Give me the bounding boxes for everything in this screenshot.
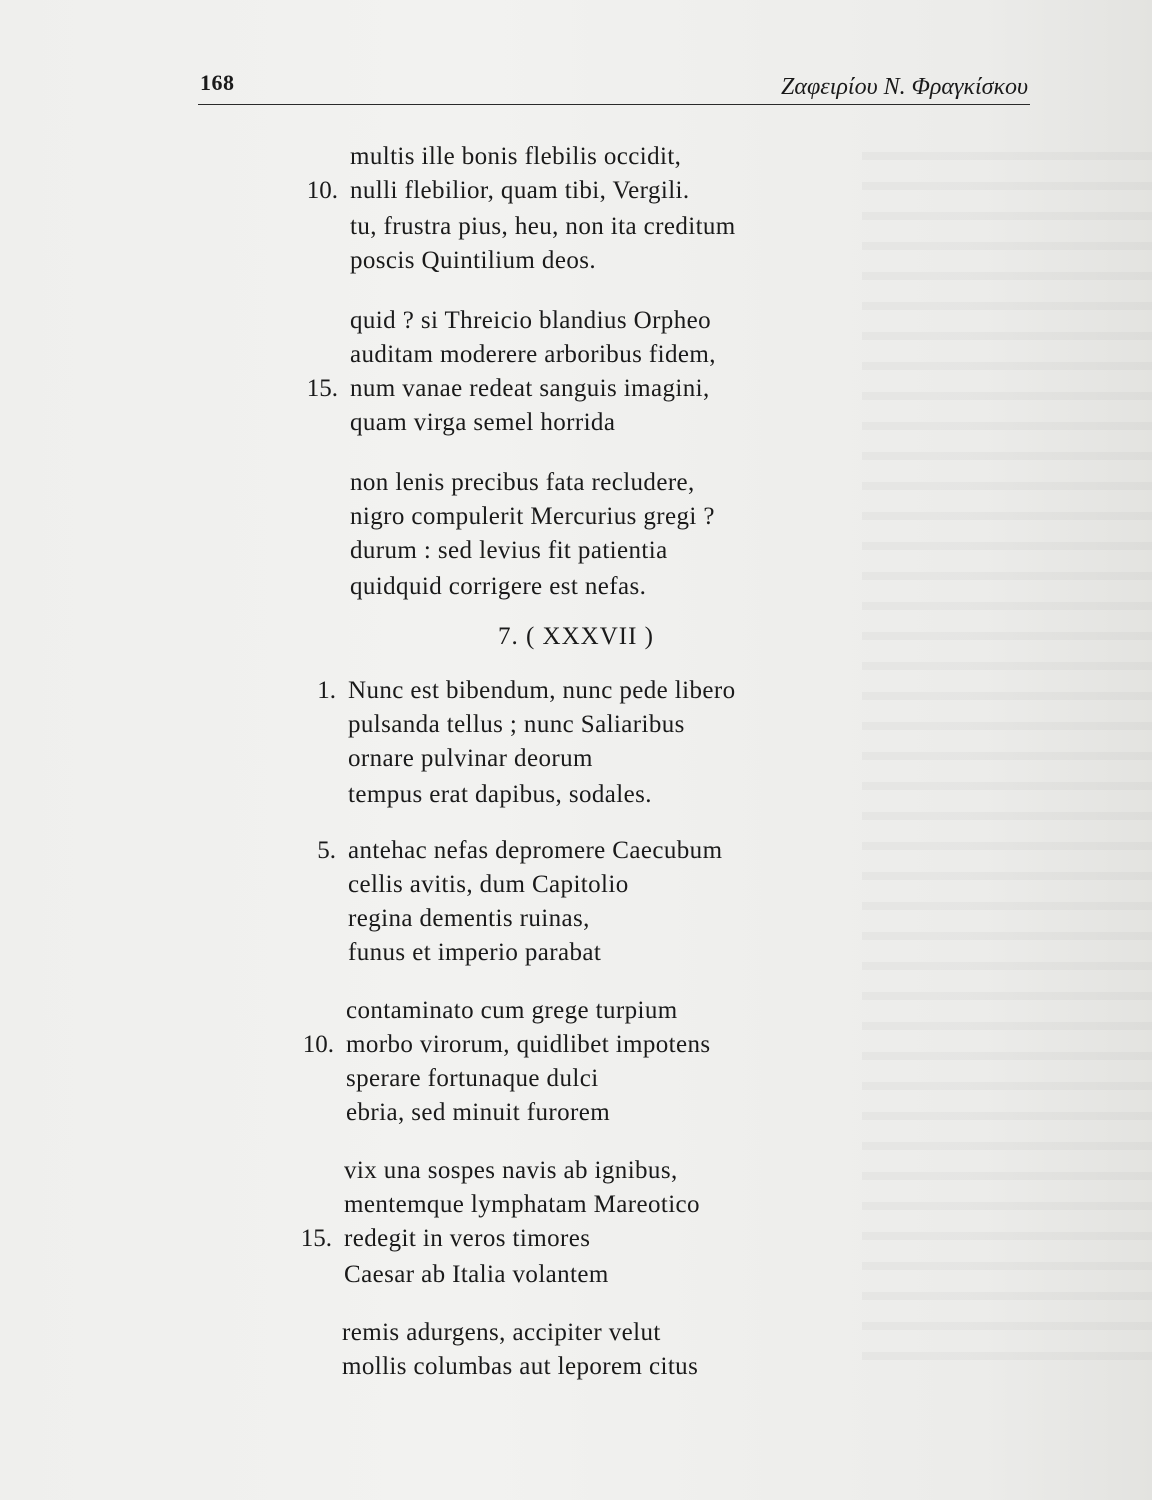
line-number: 5.: [317, 837, 336, 864]
verse-line: quam virga semel horrida: [350, 409, 616, 436]
verse-line: cellis avitis, dum Capitolio: [348, 871, 629, 898]
verse-line: Nunc est bibendum, nunc pede libero: [348, 677, 736, 704]
verse-line: vix una sospes navis ab ignibus,: [344, 1157, 678, 1184]
verse-line: contaminato cum grege turpium: [346, 997, 678, 1024]
verse-line: pulsanda tellus ; nunc Saliaribus: [348, 711, 685, 738]
verse-line: morbo virorum, quidlibet impotens: [346, 1031, 711, 1058]
verse-line: remis adurgens, accipiter velut: [342, 1319, 661, 1346]
line-number: 10.: [302, 1031, 334, 1058]
verse-line: funus et imperio parabat: [348, 939, 602, 966]
verse-line: regina dementis ruinas,: [348, 905, 590, 932]
verse-line: poscis Quintilium deos.: [350, 247, 597, 274]
verse-line: ornare pulvinar deorum: [348, 745, 593, 772]
verse-line: mollis columbas aut leporem citus: [342, 1353, 699, 1380]
verse-line: non lenis precibus fata recludere,: [350, 469, 695, 496]
verse-line: antehac nefas depromere Caecubum: [348, 837, 723, 864]
verse-line: auditam moderere arboribus fidem,: [350, 341, 716, 368]
running-head-author: Ζαφειρίου Ν. Φραγκίσκου: [781, 74, 1028, 100]
show-through-text: [862, 130, 1152, 1380]
header-rule: [198, 104, 1030, 105]
line-number: 10.: [306, 177, 338, 204]
verse-line: nulli flebilior, quam tibi, Vergili.: [350, 177, 690, 204]
ode-heading: 7. ( XXXVII ): [497, 623, 655, 650]
verse-line: nigro compulerit Mercurius gregi ?: [350, 503, 715, 530]
verse-line: mentemque lymphatam Mareotico: [344, 1191, 700, 1218]
verse-line: Caesar ab Italia volantem: [344, 1261, 609, 1288]
verse-line: multis ille bonis flebilis occidit,: [350, 143, 682, 170]
verse-line: quid ? si Threicio blandius Orpheo: [350, 307, 711, 334]
verse-line: num vanae redeat sanguis imagini,: [350, 375, 710, 402]
line-number: 15.: [300, 1225, 332, 1252]
verse-line: redegit in veros timores: [344, 1225, 591, 1252]
verse-line: sperare fortunaque dulci: [346, 1065, 599, 1092]
verse-line: tempus erat dapibus, sodales.: [348, 781, 652, 808]
verse-line: durum : sed levius fit patientia: [350, 537, 668, 564]
verse-line: tu, frustra pius, heu, non ita creditum: [350, 213, 736, 240]
verse-line: quidquid corrigere est nefas.: [350, 573, 647, 600]
line-number: 15.: [306, 375, 338, 402]
page-number: 168: [200, 70, 235, 95]
verse-line: ebria, sed minuit furorem: [346, 1099, 611, 1126]
line-number: 1.: [317, 677, 336, 704]
